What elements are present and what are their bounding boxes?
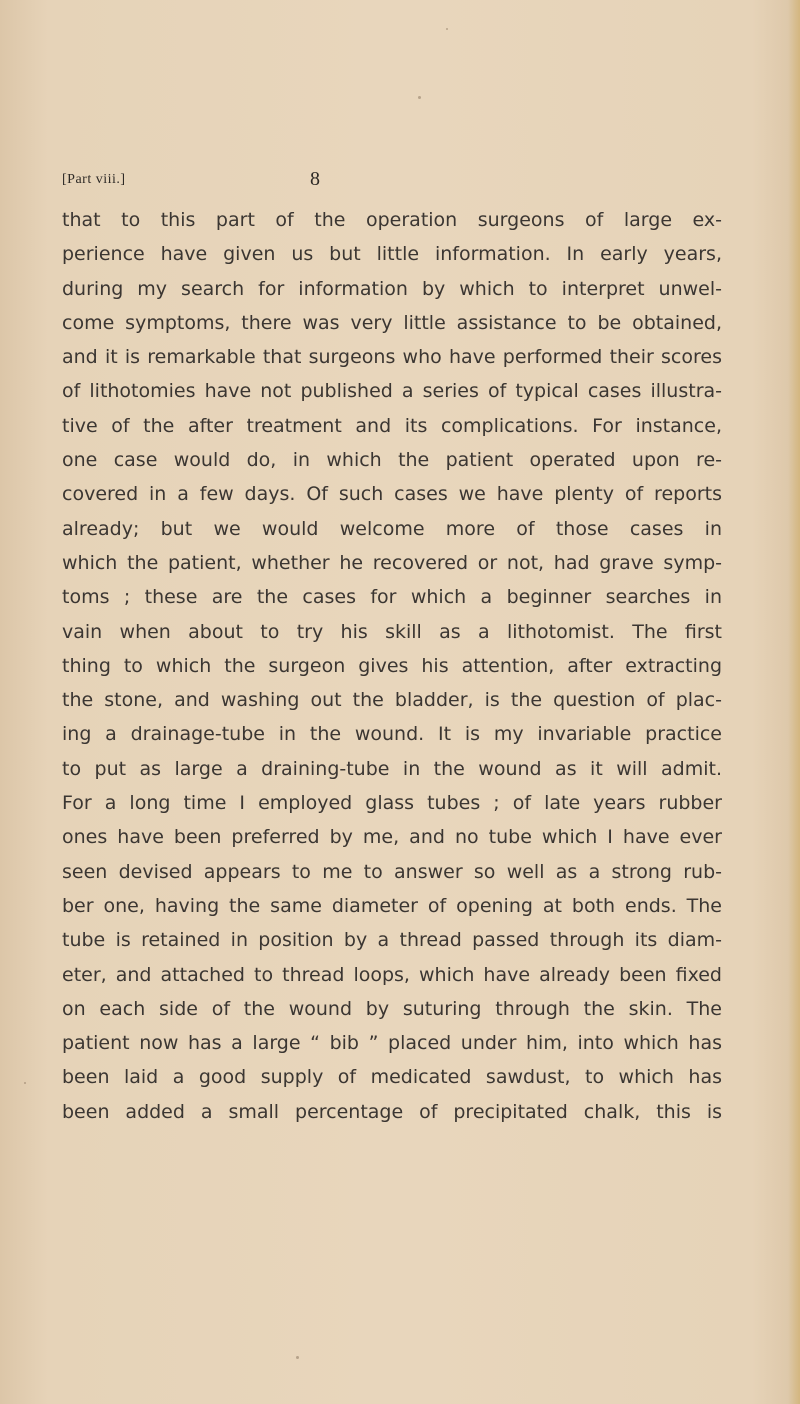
text-line: on each side of the wound by suturing through the skin. The bbox=[62, 997, 722, 1020]
text-line: covered in a few days. Of such cases we have plenty of reports bbox=[62, 483, 722, 506]
text-line: thing to which the surgeon gives his attention, after extracting bbox=[62, 654, 722, 677]
paper-blemish bbox=[296, 1356, 299, 1359]
text-line: ing a drainage-tube in the wound. It is my invariable practice bbox=[62, 723, 722, 746]
text-line: of lithotomies have not published a series of typical cases illustra- bbox=[62, 380, 722, 403]
paper-blemish bbox=[24, 1082, 26, 1084]
text-line: patient now has a large “ bib ” placed under him, into which has bbox=[62, 1032, 722, 1055]
running-header bbox=[62, 170, 622, 192]
text-line: and it is remarkable that surgeons who have performed their scores bbox=[62, 346, 722, 369]
text-line: to put as large a draining-tube in the wound as it will admit. bbox=[62, 757, 722, 780]
body-text bbox=[62, 203, 722, 1129]
text-line: eter, and attached to thread loops, which have already been fixed bbox=[62, 963, 722, 986]
text-line: For a long time I employed glass tubes ; of late years rubber bbox=[62, 792, 722, 815]
text-line: one case would do, in which the patient operated upon re- bbox=[62, 449, 722, 472]
text-line: toms ; these are the cases for which a beginner searches in bbox=[62, 586, 722, 609]
text-line: seen devised appears to me to answer so well as a strong rub- bbox=[62, 860, 722, 883]
text-line: already; but we would welcome more of those cases in bbox=[62, 517, 722, 540]
text-line: been laid a good supply of medicated sawdust, to which has bbox=[62, 1066, 722, 1089]
text-line: perience have given us but little information. In early years, bbox=[62, 243, 722, 266]
text-line: vain when about to try his skill as a lithotomist. The first bbox=[62, 620, 722, 643]
text-line: ber one, having the same diameter of opening at both ends. The bbox=[62, 894, 722, 917]
text-line: the stone, and washing out the bladder, is the question of plac- bbox=[62, 689, 722, 712]
paper-blemish bbox=[418, 96, 421, 99]
page-edge bbox=[788, 0, 800, 1404]
page-number: 8 bbox=[310, 168, 320, 190]
text-line: which the patient, whether he recovered or not, had grave symp- bbox=[62, 551, 722, 574]
part-label: [Part viii.] bbox=[62, 172, 126, 187]
text-line: tive of the after treatment and its complications. For instance, bbox=[62, 414, 722, 437]
text-line: during my search for information by which to interpret unwel- bbox=[62, 277, 722, 300]
text-line: tube is retained in position by a thread passed through its diam- bbox=[62, 929, 722, 952]
text-line: come symptoms, there was very little assistance to be obtained, bbox=[62, 311, 722, 334]
paper-blemish bbox=[446, 28, 448, 30]
text-line: been added a small percentage of precipitated chalk, this is bbox=[62, 1100, 722, 1123]
text-line: ones have been preferred by me, and no tube which I have ever bbox=[62, 826, 722, 849]
text-line: that to this part of the operation surgeons of large ex- bbox=[62, 209, 722, 231]
